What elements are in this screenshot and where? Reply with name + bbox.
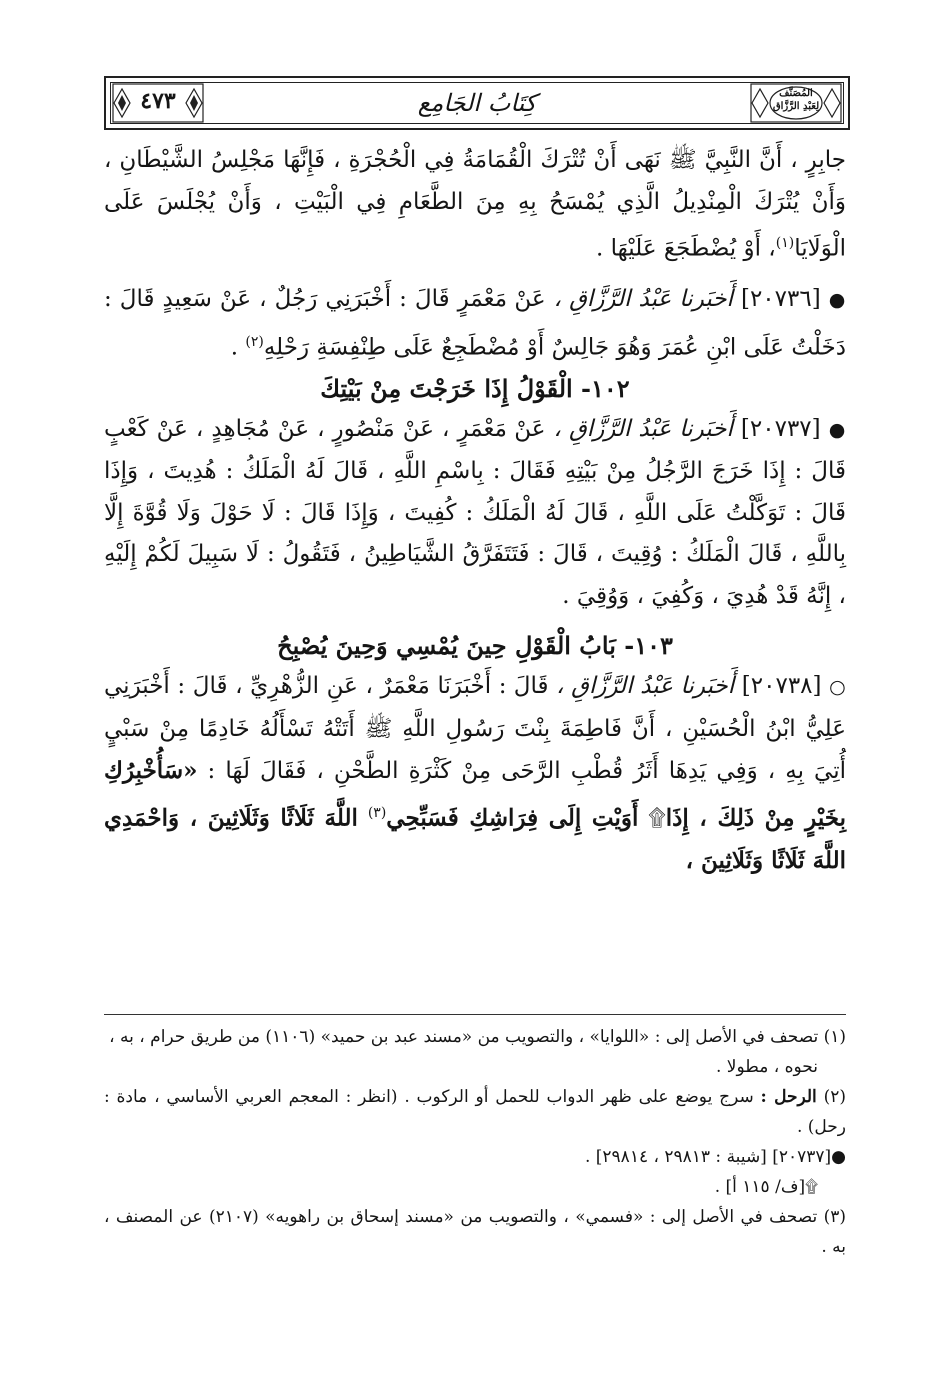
page-number: ٤٧٣	[140, 88, 176, 114]
hadith-narrator: أَخبَرنا عَبْدُ الرَّزَّاقِ ،	[553, 286, 733, 313]
folio-reference: ۩[ف/ ١١٥ أ] .	[714, 1177, 818, 1197]
hadith-number: [٢٠٧٣٦]	[740, 286, 821, 313]
spacer	[104, 617, 846, 626]
page-header	[104, 76, 850, 130]
prophet-quote-cont: أَوَيْتِ إِلَى فِرَاشِكِ فَسَبِّحِي	[386, 804, 639, 832]
source-reference-text: [٢٠٧٣٧] [شيبة : ٢٩٨١٣ ، ٢٩٨١٤] .	[584, 1147, 832, 1167]
hadith-text: عَنْ مَعْمَرٍ قَالَ : أَخْبَرَنِي رَجُلٌ ، عَنْ سَعِيدٍ قَالَ : دَخَلْتُ عَلَى ابْنِ عُمَرَ وَهُوَ جَالِسٌ أَوْ مُضْطَجِعٌ عَلَى طِنْفِسَةِ رَحْلِهِ	[104, 286, 846, 361]
source-reference	[104, 1142, 846, 1172]
footnote-3: (٣) تصحف في الأصل إلى : «فسمي» ، والتصويب من «مسند إسحاق بن راهويه» (٢١٠٧) عن المصنف ، به .	[104, 1207, 846, 1257]
hadith-bullet: ●	[828, 289, 847, 312]
section-heading-102: ١٠٢- الْقَوْلُ إِذَا خَرَجْتَ مِنْ بَيْتِكَ	[320, 373, 630, 403]
footnote-1-cont: نحوه ، مطولا .	[715, 1057, 818, 1077]
footnote-ref-1: (١)	[775, 235, 795, 251]
paragraph-text-end: ، أَوْ يُضْطَجَعَ عَلَيْهَا .	[596, 235, 776, 262]
paragraph-continuation	[104, 140, 846, 270]
logo-line-2: لِعَبْدِ الرَّزَّاق	[772, 101, 820, 112]
hadith-text: قَالَ : أَخْبَرَنَا مَعْمَرٌ ، عَنِ الزُّهْرِيِّ ، قَالَ : أَخْبَرَنِي عَلِيُّ ابْنُ الْحُسَيْنِ ، أَنَّ فَاطِمَةَ بِنْتَ رَسُولِ اللَّهِ ﷺ أَتَتْهُ تَسْأَلُهُ خَادِمًا مِنْ سَبْيٍ أُتِيَ بِهِ ، وَفِي يَدِهَا أَثَرُ قُطْبِ الرَّحَى مِنْ كَثْرَةِ الطَّحْنِ ، فَقَالَ لَهَا :	[104, 673, 846, 785]
prophet-quote: «سَأُخْبِرُكِ بِخَيْرٍ مِنْ ذَلِكَ ، إِذَا	[104, 757, 847, 832]
footnote-1: (١) تصحف في الأصل إلى : «اللوايا» ، والتصويب من «مسند عبد بن حميد» (١١٠٦) من طريق حرام ، به ،	[109, 1027, 846, 1047]
hadith-20738	[104, 666, 846, 882]
footnote-2-number: (٢)	[823, 1087, 846, 1107]
hadith-bullet: ○	[829, 676, 847, 699]
footnote-2	[104, 1082, 846, 1142]
prophet-quote-cont-2: اللَّهَ ثَلَاثًا وَثَلَاثِينَ ، وَاحْمَدِي اللَّهَ ثَلَاثًا وَثَلَاثِينَ ،	[104, 804, 846, 874]
hadith-number: [٢٠٧٣٨]	[741, 673, 822, 700]
footnote-ref-3: (٣)	[367, 804, 387, 821]
paragraph-text: جابِرٍ ، أَنَّ النَّبِيَّ ﷺ نَهَى أَنْ تُتْرَكَ الْقُمَامَةُ فِي الْحُجْرَةِ ، فَإِنَّهَا مَجْلِسُ الشَّيْطَانِ ، وَأَنْ يُتْرَكَ الْمِنْدِيلُ الَّذِي يُمْسَحُ بِهِ مِنَ الطَّعَامِ فِي الْبَيْتِ ، وَأَنْ يُجْلَسَ عَلَى الْوَلَايَا	[104, 147, 846, 262]
footnote-separator	[104, 1014, 846, 1015]
hadith-number: [٢٠٧٣٧]	[740, 415, 821, 442]
section-heading-103: ١٠٣- بَابُ الْقَوْلِ حِينَ يُمْسِي وَحِينَ يُصْبِحُ	[277, 631, 673, 661]
footnote-2-text: سرج يوضع على ظهر الدواب للحمل أو الركوب . (انظر : المعجم العربي الأساسي ، مادة : رحل) .	[104, 1087, 846, 1137]
folio-mark: ۩	[648, 805, 666, 832]
logo-line-1: المُصَنَّف	[779, 88, 813, 99]
spacer	[104, 270, 846, 279]
hadith-20737	[104, 409, 846, 618]
book-title: كِتَابُ الجَامِع	[417, 89, 537, 117]
hadith-20736	[104, 279, 846, 369]
hadith-bullet: ●	[828, 418, 847, 441]
hadith-narrator: أَخبَرنا عَبْدُ الرَّزَّاقِ ،	[553, 415, 733, 442]
main-text	[104, 140, 846, 882]
source-bullet: ●	[831, 1147, 846, 1167]
footnote-ref-2: (٢)	[245, 333, 264, 350]
hadith-narrator: أَخبَرنا عَبْدُ الرَّزَّاقِ ،	[556, 673, 735, 700]
hadith-text: عَنْ مَعْمَرٍ ، عَنْ مَنْصُورٍ ، عَنْ مُجَاهِدٍ ، عَنْ كَعْبٍ قَالَ : إِذَا خَرَجَ الرَّجُلُ مِنْ بَيْتِهِ فَقَالَ : بِاسْمِ اللَّهِ ، قَالَ لَهُ الْمَلَكُ : هُدِيتَ ، وَإِذَا قَالَ : تَوَكَّلْتُ عَلَى اللَّهِ ، قَالَ لَهُ الْمَلَكُ : كُفِيتَ ، وَإِذَا قَالَ : لَا حَوْلَ وَلَا قُوَّةَ إِلَّا بِاللَّهِ ، قَالَ الْمَلَكُ : وُقِيتَ ، قَالَ : فَتَتَفَرَّقُ الشَّيَاطِينُ ، فَتَقُولُ : لَا سَبِيلَ لَكُمْ إِلَيْهِ ، إِنَّهُ قَدْ هُدِيَ ، وَكُفِيَ ، وَوُقِيَ .	[104, 415, 846, 609]
footnote-2-term: الرحل :	[760, 1087, 817, 1107]
hadith-text-end: .	[230, 334, 246, 361]
footnotes	[104, 1022, 846, 1262]
